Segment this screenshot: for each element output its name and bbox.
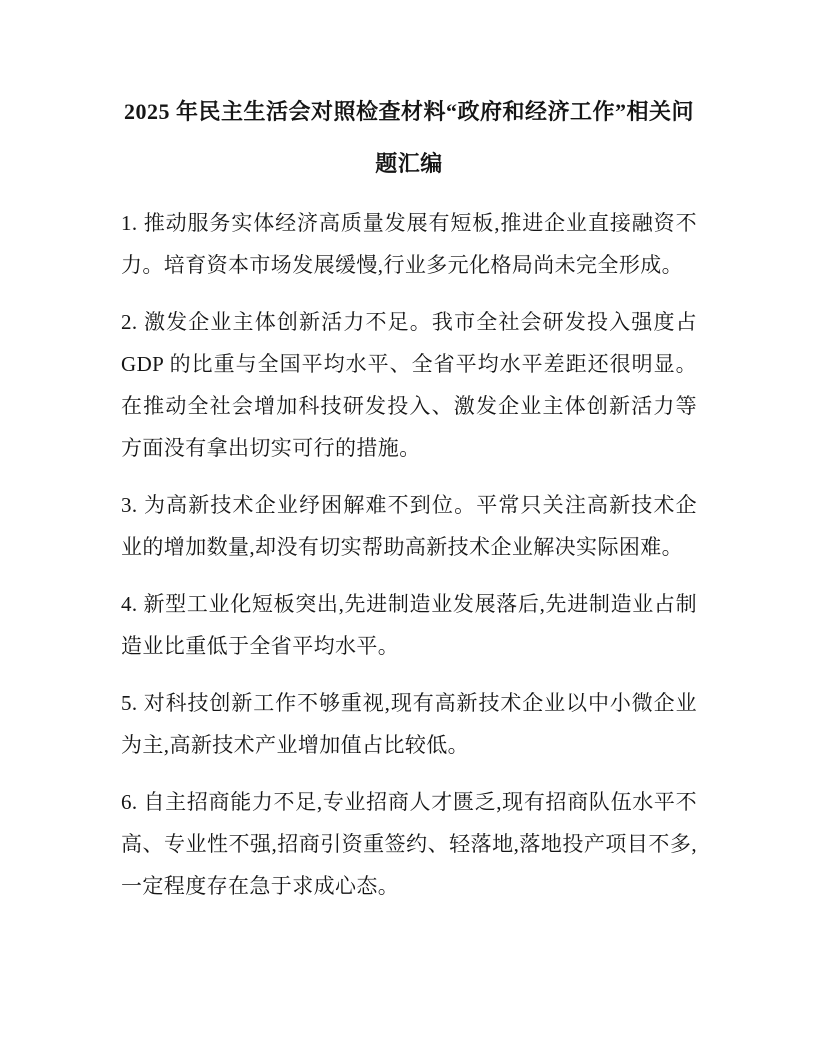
issue-paragraph-2: 2. 激发企业主体创新活力不足。我市全社会研发投入强度占 GDP 的比重与全国平均水平、全省平均水平差距还很明显。在推动全社会增加科技研发投入、激发企业主体创新活力等方面没有拿出切实可行的措施。 [121, 310, 697, 460]
issue-paragraph-1: 1. 推动服务实体经济高质量发展有短板,推进企业直接融资不力。培育资本市场发展缓慢,行业多元化格局尚未完全形成。 [121, 211, 697, 277]
issue-paragraph-5: 5. 对科技创新工作不够重视,现有高新技术企业以中小微企业为主,高新技术产业增加值占比较低。 [121, 691, 697, 757]
document-title: 2025 年民主生活会对照检查材料“政府和经济工作”相关问题汇编 [123, 99, 694, 176]
issue-paragraph-3: 3. 为高新技术企业纾困解难不到位。平常只关注高新技术企业的增加数量,却没有切实帮助高新技术企业解决实际困难。 [121, 493, 697, 559]
issue-paragraph-4: 4. 新型工业化短板突出,先进制造业发展落后,先进制造业占制造业比重低于全省平均水平。 [121, 592, 697, 658]
issue-paragraph-6: 6. 自主招商能力不足,专业招商人才匮乏,现有招商队伍水平不高、专业性不强,招商引资重签约、轻落地,落地投产项目不多,一定程度存在急于求成心态。 [121, 790, 697, 898]
